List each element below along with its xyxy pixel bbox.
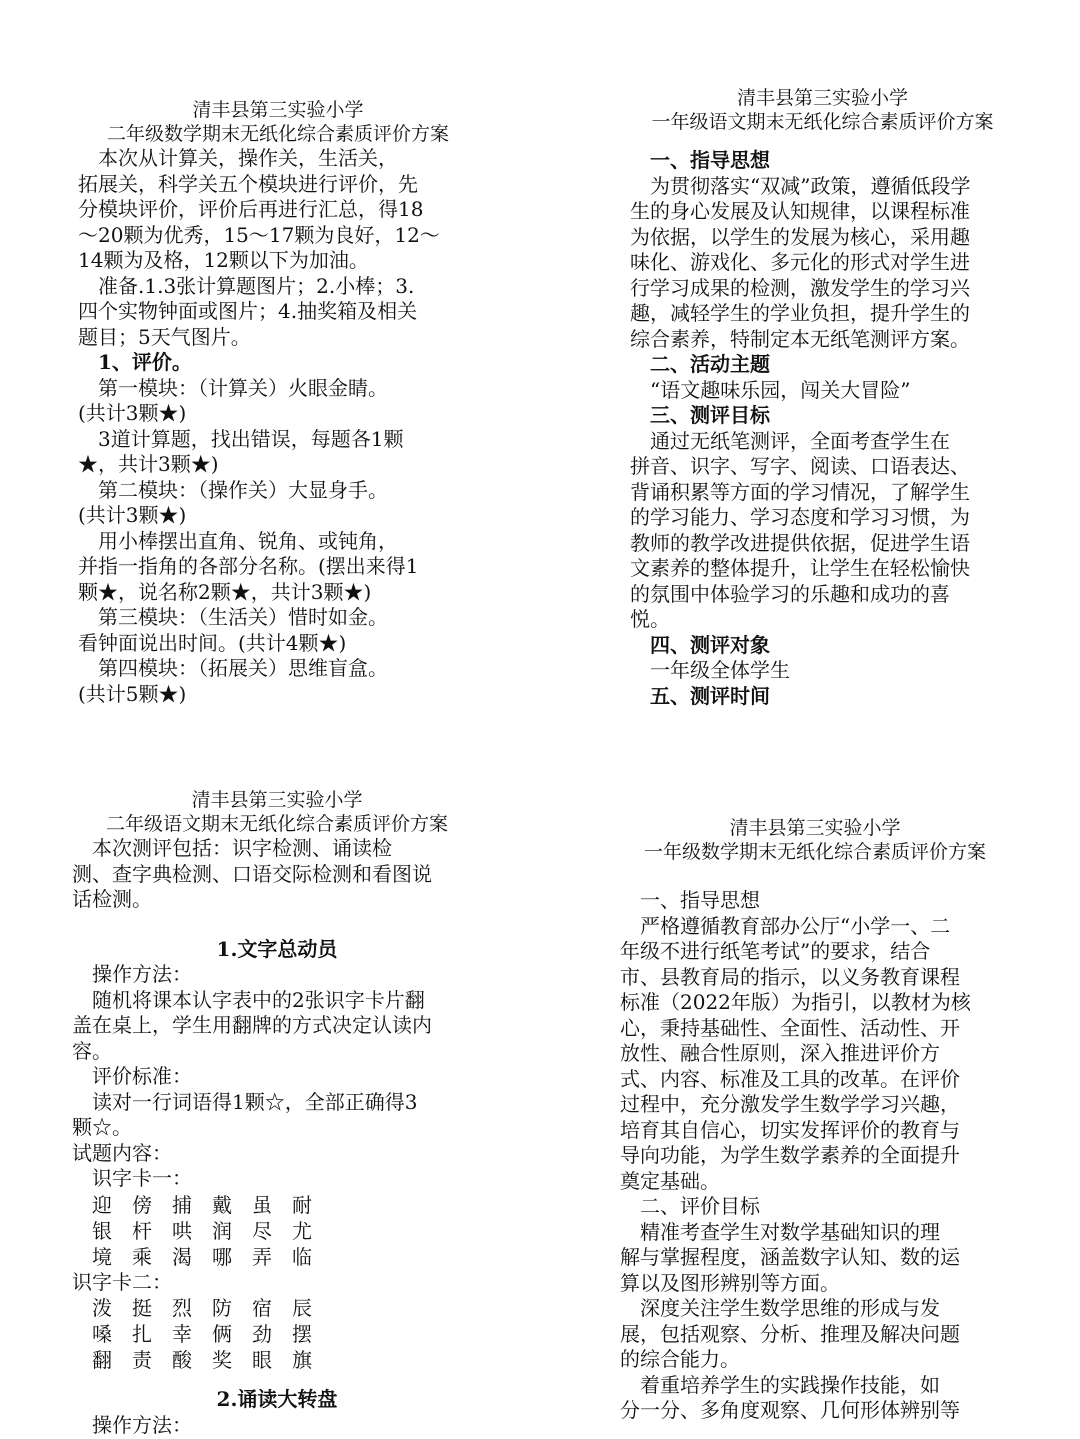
body-line: 识字卡二： xyxy=(72,1269,172,1294)
body-line: ～20颗为优秀，15～17颗为良好，12～ xyxy=(78,222,440,247)
char-card-row: 嗓 扎 幸 俩 劲 摆 xyxy=(72,1322,312,1346)
body-line: 的学习能力、学习态度和学习习惯，为 xyxy=(630,505,970,529)
body-line: 颗★，说名称2颗★，共计3颗★) xyxy=(78,579,372,604)
section-heading: 一、指导思想 xyxy=(630,148,770,172)
section-heading: 1、评价。 xyxy=(78,350,192,374)
body-line: 严格遵循教育部办公厅“小学一、二 xyxy=(620,913,951,938)
school-name: 清丰县第三实验小学 xyxy=(191,789,363,811)
body-line: 一年级全体学生 xyxy=(630,658,790,682)
char-card-row: 翻 责 酸 奖 眼 旗 xyxy=(72,1348,312,1372)
body-line: 展，包括观察、分析、推理及解决问题 xyxy=(620,1321,960,1346)
body-line: 奠定基础。 xyxy=(620,1168,720,1193)
body-line: 过程中，充分激发学生数学学习兴趣， xyxy=(620,1092,960,1116)
body-line: 心，秉持基础性、全面性、活动性、开 xyxy=(620,1015,960,1040)
doc-panel-grade1-chinese xyxy=(630,86,1015,716)
body-line: 识字卡一： xyxy=(72,1166,192,1190)
body-line: 综合素养，特制定本无纸笔测评方案。 xyxy=(630,326,970,351)
body-line: 行学习成果的检测，激发学生的学习兴 xyxy=(630,275,970,300)
body-line: 随机将课本认字表中的2张识字卡片翻 xyxy=(72,987,425,1012)
char-card-row: 银 杆 哄 润 尽 尤 xyxy=(72,1218,312,1243)
section-heading: 一、指导思想 xyxy=(620,888,760,912)
body-line: 生的身心发展及认知规律，以课程标准 xyxy=(630,199,970,223)
body-line: 试题内容： xyxy=(72,1140,172,1165)
section-heading: 1.文字总动员 xyxy=(216,936,338,961)
body-line: 颗☆。 xyxy=(72,1115,132,1139)
body-line: (共计3颗★) xyxy=(78,503,187,527)
body-line: 操作方法： xyxy=(72,962,192,986)
body-line: 并指一指角的各部分名称。(摆出来得1 xyxy=(78,554,419,578)
doc-body xyxy=(78,146,478,707)
body-line: 四个实物钟面或图片；4.抽奖箱及相关 xyxy=(78,299,418,323)
body-line: 本次测评包括：识字检测、诵读检 xyxy=(72,836,392,860)
doc-panel-grade1-math xyxy=(620,816,1010,1420)
body-line: (共计3颗★) xyxy=(78,401,187,425)
body-line: 话检测。 xyxy=(72,887,152,911)
body-line: 导向功能，为学生数学素养的全面提升 xyxy=(620,1143,960,1167)
body-line: 准备.1.3张计算题图片；2.小棒；3. xyxy=(78,273,415,298)
body-line: 标准（2022年版）为指引，以教材为核 xyxy=(620,990,971,1014)
char-card-row: 境 乘 渴 哪 弄 临 xyxy=(72,1244,312,1269)
doc-title: 二年级语文期末无纸化综合素质评价方案 xyxy=(105,813,448,835)
body-line: “语文趣味乐园，闯关大冒险” xyxy=(630,377,911,402)
doc-panel-grade2-math xyxy=(78,98,478,713)
body-line: 年级不进行纸笔考试”的要求，结合 xyxy=(620,939,931,963)
body-line: 的综合能力。 xyxy=(620,1347,740,1371)
body-line: 精准考查学生对数学基础知识的理 xyxy=(620,1219,940,1244)
body-line: 趣，减轻学生的学业负担，提升学生的 xyxy=(630,301,970,325)
body-line: 培育其自信心，切实发挥评价的教育与 xyxy=(620,1117,960,1142)
body-line: 着重培养学生的实践操作技能，如 xyxy=(620,1372,940,1397)
body-line: (共计5颗★) xyxy=(78,681,187,706)
body-line: 操作方法： xyxy=(72,1412,192,1437)
body-line: 味化、游戏化、多元化的形式对学生进 xyxy=(630,250,970,274)
body-line: 容。 xyxy=(72,1038,112,1063)
section-heading: 2.诵读大转盘 xyxy=(216,1387,338,1411)
body-line: 拓展关，科学关五个模块进行评价，先 xyxy=(78,171,418,196)
body-line: 盖在桌上，学生用翻牌的方式决定认读内 xyxy=(72,1013,432,1037)
section-heading: 二、活动主题 xyxy=(630,352,770,376)
body-line: 放性、融合性原则，深入推进评价方 xyxy=(620,1041,940,1065)
body-line: 文素养的整体提升，让学生在轻松愉快 xyxy=(630,556,970,580)
body-line: 用小棒摆出直角、锐角、或钝角， xyxy=(78,528,398,553)
body-line: 评价标准： xyxy=(72,1064,192,1088)
body-line: 为依据，以学生的发展为核心，采用趣 xyxy=(630,224,970,249)
body-line: 第二模块：（操作关）大显身手。 xyxy=(78,477,388,502)
body-line: 的氛围中体验学习的乐趣和成功的喜 xyxy=(630,581,950,606)
body-line: 14颗为及格，12颗以下为加油。 xyxy=(78,248,369,272)
body-line: 教师的教学改进提供依据，促进学生语 xyxy=(630,530,970,555)
body-line: 分一分、多角度观察、几何形体辨别等 xyxy=(620,1398,960,1422)
body-line: 3道计算题，找出错误，每题各1颗 xyxy=(78,426,404,451)
char-card-row: 泼 挺 烈 防 宿 辰 xyxy=(72,1296,312,1320)
body-line: 看钟面说出时间。(共计4颗★) xyxy=(78,630,347,655)
doc-title: 一年级语文期末无纸化综合素质评价方案 xyxy=(651,111,994,133)
doc-title: 二年级数学期末无纸化综合素质评价方案 xyxy=(106,123,449,145)
char-card-row: 迎 傍 捕 戴 虽 耐 xyxy=(72,1192,312,1217)
body-line: 分模块评价，评价后再进行汇总，得18 xyxy=(78,197,424,221)
section-heading: 四、测评对象 xyxy=(630,632,770,657)
body-line: 算以及图形辨别等方面。 xyxy=(620,1270,840,1295)
body-line: 通过无纸笔测评，全面考查学生在 xyxy=(630,428,950,453)
body-line: 测、查字典检测、口语交际检测和看图说 xyxy=(72,861,432,886)
body-line: 题目；5天气图片。 xyxy=(78,324,251,349)
body-line: 本次从计算关，操作关，生活关， xyxy=(78,146,398,170)
body-line: 背诵积累等方面的学习情况，了解学生 xyxy=(630,479,970,504)
body-line: 读对一行词语得1颗☆，全部正确得3 xyxy=(72,1089,418,1114)
body-line: 第三模块：（生活关）惜时如金。 xyxy=(78,605,388,629)
school-name: 清丰县第三实验小学 xyxy=(192,99,364,121)
body-line: 第四模块：（拓展关）思维盲盒。 xyxy=(78,656,388,680)
body-line: 拼音、识字、写字、阅读、口语表达、 xyxy=(630,454,970,478)
doc-panel-grade2-chinese xyxy=(72,788,482,1437)
school-name: 清丰县第三实验小学 xyxy=(736,87,908,109)
body-line: ★，共计3颗★) xyxy=(78,452,219,476)
doc-title: 一年级数学期末无纸化综合素质评价方案 xyxy=(643,841,986,863)
body-line: 为贯彻落实“双减”政策，遵循低段学 xyxy=(630,173,971,198)
section-heading: 五、测评时间 xyxy=(630,683,770,708)
body-line: 解与掌握程度，涵盖数字认知、数的运 xyxy=(620,1245,960,1269)
school-name: 清丰县第三实验小学 xyxy=(729,817,901,839)
body-line: 悦。 xyxy=(630,607,670,631)
section-heading: 二、评价目标 xyxy=(620,1194,760,1218)
body-line: 深度关注学生数学思维的形成与发 xyxy=(620,1296,940,1320)
body-line: 市、县教育局的指示，以义务教育课程 xyxy=(620,964,960,989)
body-line: 第一模块：（计算关）火眼金睛。 xyxy=(78,375,388,400)
body-line: 式、内容、标准及工具的改革。在评价 xyxy=(620,1066,960,1091)
section-heading: 三、测评目标 xyxy=(630,403,770,427)
